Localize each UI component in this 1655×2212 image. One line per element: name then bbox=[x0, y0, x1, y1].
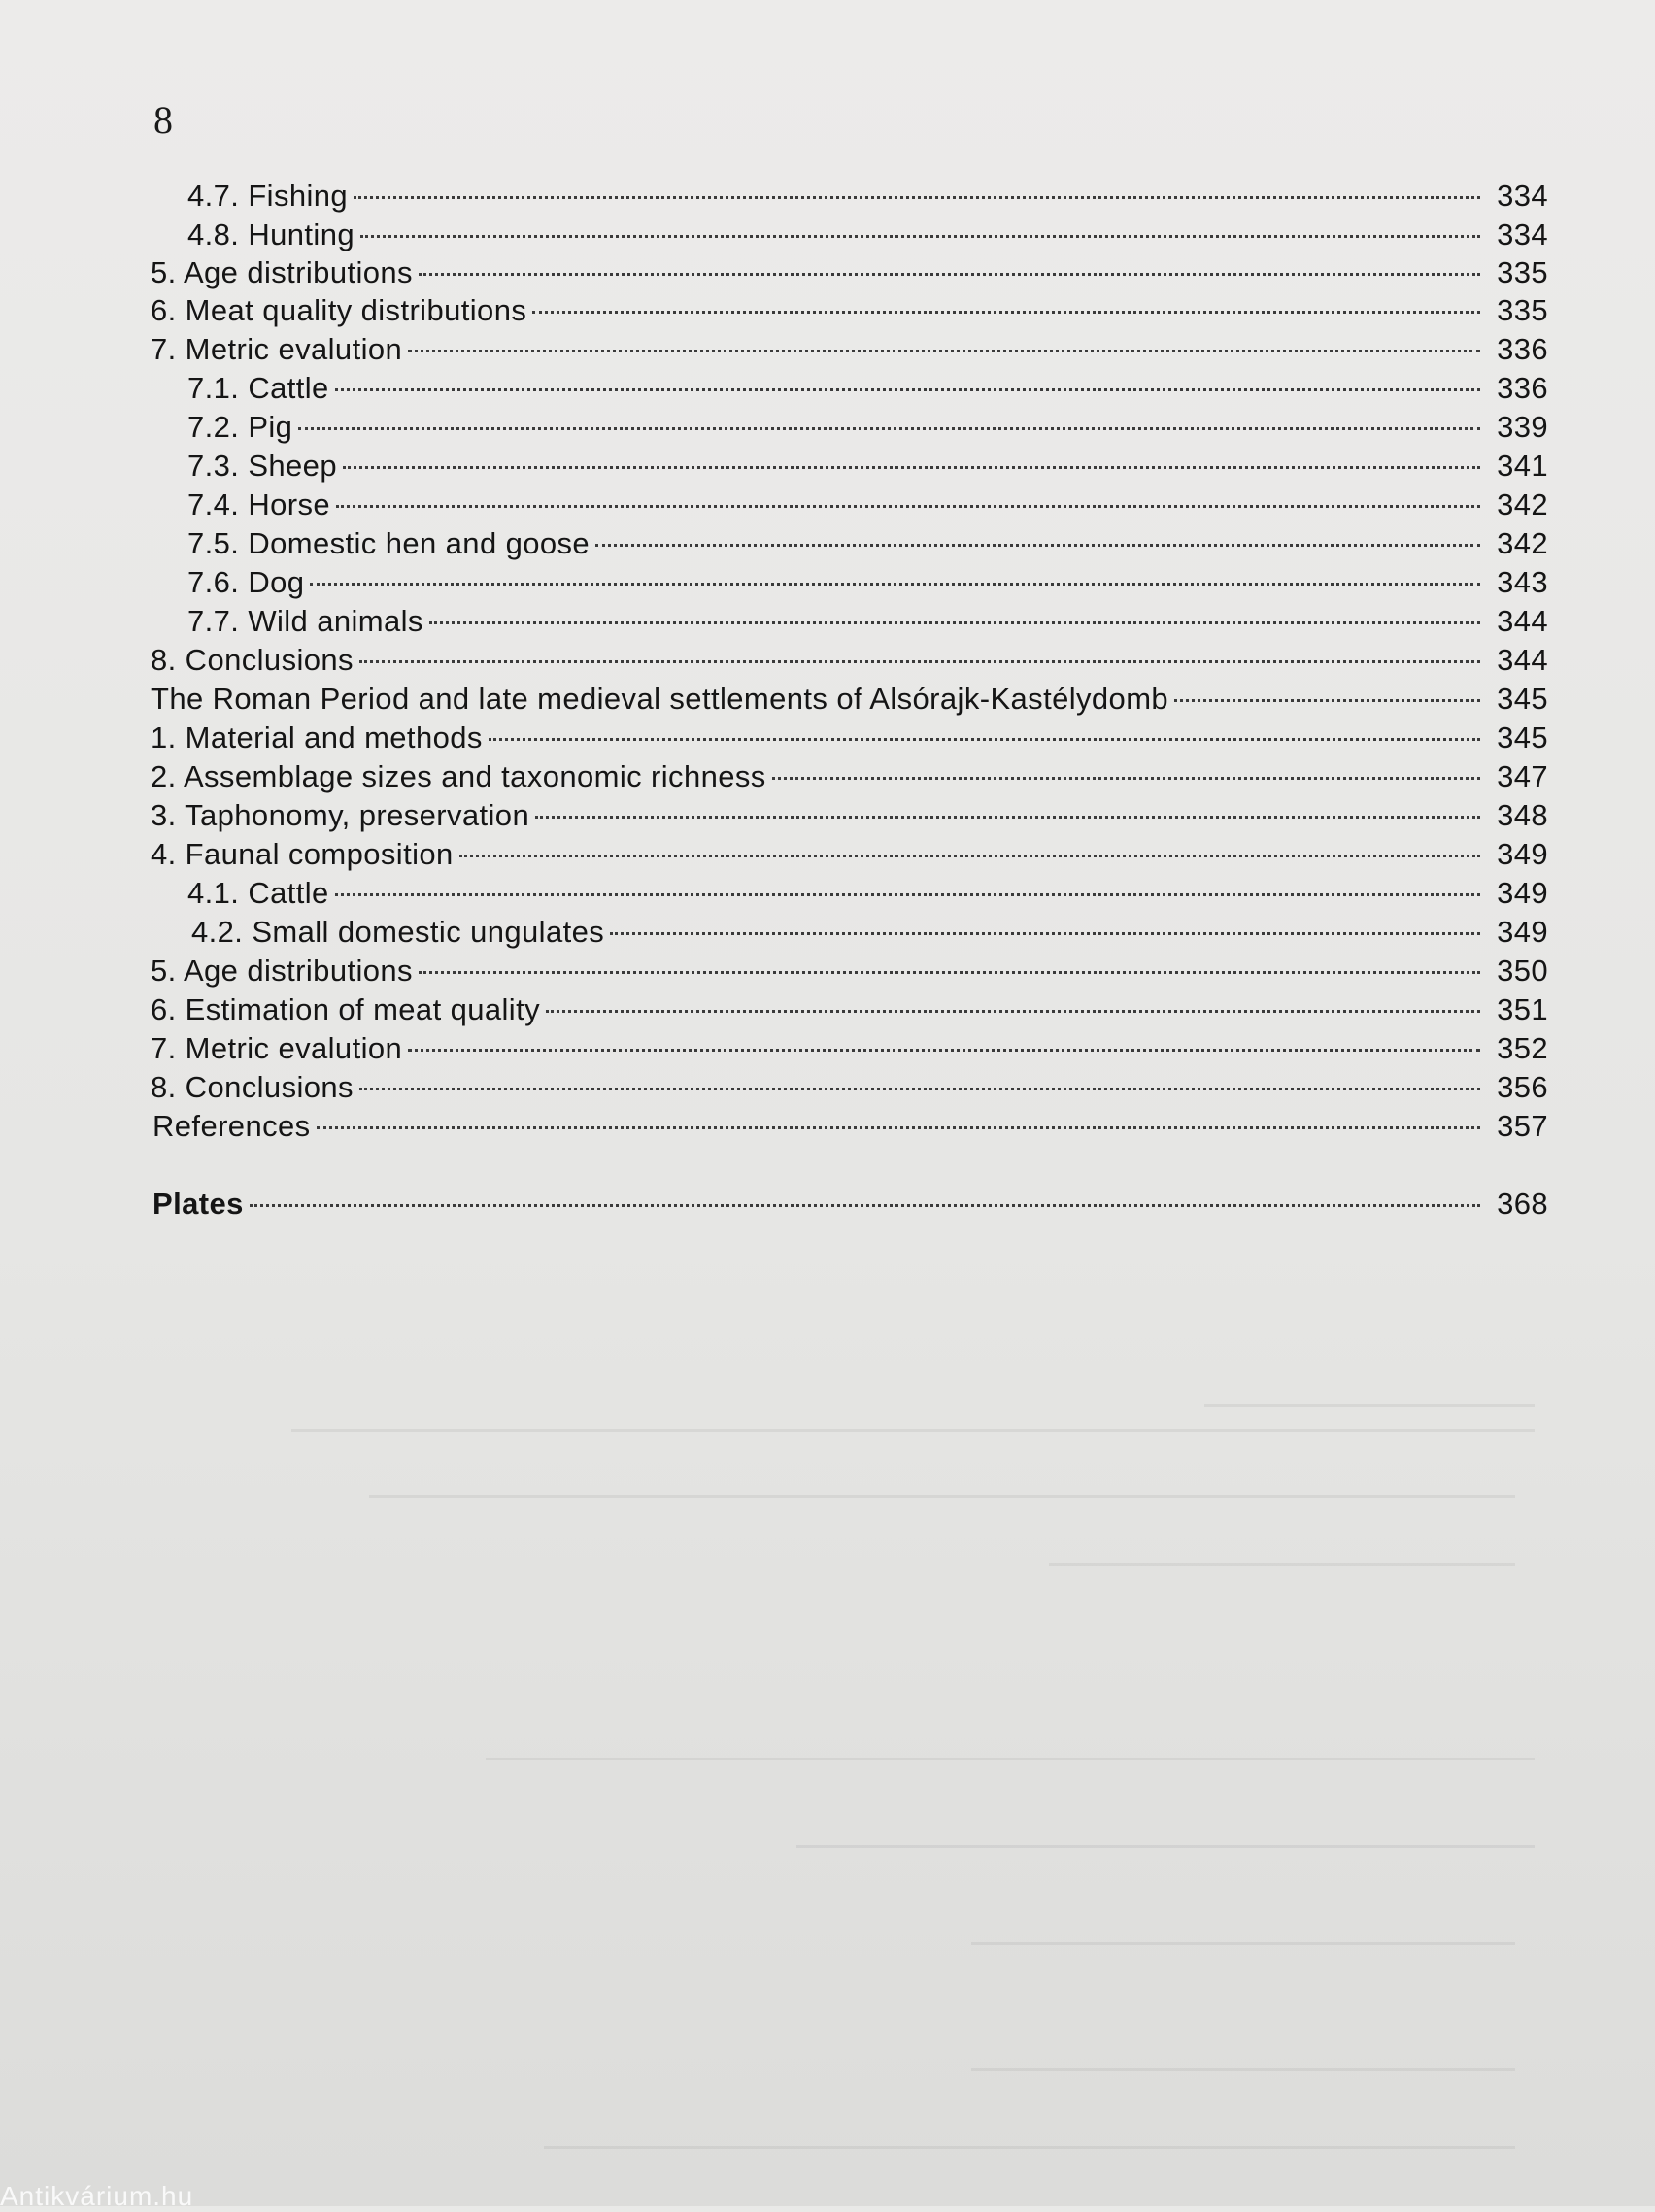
toc-entry bbox=[151, 990, 1548, 1029]
toc-entry-page: 349 bbox=[1497, 837, 1548, 871]
toc-entry-page: 335 bbox=[1497, 293, 1548, 327]
toc-entry bbox=[187, 524, 1548, 563]
toc-entry-title: 7.2. Pig bbox=[187, 410, 293, 444]
watermark-text: Antikvárium.hu bbox=[0, 2181, 194, 2211]
toc-entry bbox=[151, 719, 1548, 757]
toc-entry-page: 351 bbox=[1497, 992, 1548, 1026]
toc-entry-title: 7. Metric evalution bbox=[151, 332, 403, 366]
dot-leader bbox=[360, 235, 1480, 238]
toc-entry bbox=[151, 641, 1548, 680]
toc-entry bbox=[151, 291, 1548, 330]
toc-entry-title: 3. Taphonomy, preservation bbox=[151, 798, 530, 832]
toc-entry-page: 345 bbox=[1497, 721, 1548, 754]
dot-leader bbox=[419, 971, 1480, 974]
toc-entry-title: 4.8. Hunting bbox=[187, 218, 355, 251]
dot-leader bbox=[535, 816, 1480, 819]
dot-leader bbox=[1174, 699, 1480, 702]
dot-leader bbox=[359, 1088, 1480, 1090]
toc-entry bbox=[151, 1029, 1548, 1068]
toc-entry bbox=[187, 447, 1548, 486]
toc-entry-page: 344 bbox=[1497, 604, 1548, 638]
dot-leader bbox=[408, 1049, 1480, 1052]
toc-entry-page: 368 bbox=[1497, 1187, 1548, 1221]
dot-leader bbox=[459, 855, 1480, 857]
toc-entry-page: 335 bbox=[1497, 255, 1548, 289]
dot-leader bbox=[489, 738, 1480, 741]
toc-entry-plates bbox=[152, 1185, 1548, 1223]
toc-entry bbox=[151, 796, 1548, 835]
dot-leader bbox=[335, 388, 1480, 391]
toc-entry-page: 357 bbox=[1497, 1109, 1548, 1143]
toc-entry bbox=[187, 369, 1548, 408]
toc-entry bbox=[187, 486, 1548, 524]
toc-entry-page: 348 bbox=[1497, 798, 1548, 832]
dot-leader bbox=[532, 311, 1480, 314]
toc-entry-title: 1. Material and methods bbox=[151, 721, 483, 754]
toc-entry bbox=[187, 602, 1548, 641]
dot-leader bbox=[336, 505, 1480, 508]
toc-entry-page: 350 bbox=[1497, 954, 1548, 988]
toc-entry-page: 334 bbox=[1497, 218, 1548, 251]
toc-entry-page: 341 bbox=[1497, 449, 1548, 483]
dot-leader bbox=[610, 932, 1480, 935]
toc-entry-title: 8. Conclusions bbox=[151, 643, 354, 677]
toc-entry bbox=[191, 913, 1548, 952]
toc-entry-page: 352 bbox=[1497, 1031, 1548, 1065]
toc-entry bbox=[187, 216, 1548, 254]
toc-entry bbox=[187, 408, 1548, 447]
dot-leader bbox=[310, 583, 1480, 586]
toc-entry-title: 4.7. Fishing bbox=[187, 179, 349, 213]
toc-entry bbox=[187, 874, 1548, 913]
toc-entry-page: 342 bbox=[1497, 487, 1548, 521]
toc-entry-page: 349 bbox=[1497, 915, 1548, 949]
toc-entry-title: 7.7. Wild animals bbox=[187, 604, 423, 638]
toc-entry bbox=[152, 1107, 1548, 1146]
toc-entry-title: 7.3. Sheep bbox=[187, 449, 337, 483]
dot-leader bbox=[317, 1126, 1480, 1129]
dot-leader bbox=[335, 893, 1480, 896]
toc-entry-title: 6. Estimation of meat quality bbox=[151, 992, 541, 1026]
toc-entry-page: 344 bbox=[1497, 643, 1548, 677]
toc-entry bbox=[151, 952, 1548, 990]
toc-entry-title: The Roman Period and late medieval settlements of Alsórajk-Kastélydomb bbox=[151, 682, 1169, 716]
toc-entry-title: 7.6. Dog bbox=[187, 565, 305, 599]
toc-entry-page: 343 bbox=[1497, 565, 1548, 599]
toc-entry-page: 336 bbox=[1497, 332, 1548, 366]
dot-leader bbox=[298, 427, 1480, 430]
toc-entry bbox=[151, 1068, 1548, 1107]
toc-entry-page: 334 bbox=[1497, 179, 1548, 213]
toc-entry-page: 347 bbox=[1497, 759, 1548, 793]
dot-leader bbox=[359, 660, 1480, 663]
toc-entry-title: 7.4. Horse bbox=[187, 487, 331, 521]
page-number: 8 bbox=[153, 98, 173, 142]
dot-leader bbox=[408, 350, 1480, 352]
toc-entry-title: 5. Age distributions bbox=[151, 954, 413, 988]
toc-entry-title: Plates bbox=[152, 1187, 244, 1221]
toc-entry-page: 356 bbox=[1497, 1070, 1548, 1104]
toc-entry bbox=[151, 330, 1548, 369]
toc-entry-title: 4.2. Small domestic ungulates bbox=[191, 915, 605, 949]
toc-entry-page: 336 bbox=[1497, 371, 1548, 405]
dot-leader bbox=[419, 273, 1480, 276]
toc-entry bbox=[187, 563, 1548, 602]
toc-entry-page: 345 bbox=[1497, 682, 1548, 716]
toc-entry-title: 4. Faunal composition bbox=[151, 837, 454, 871]
toc-entry-title: 8. Conclusions bbox=[151, 1070, 354, 1104]
toc-entry-page: 339 bbox=[1497, 410, 1548, 444]
dot-leader bbox=[595, 544, 1480, 547]
toc-entry bbox=[151, 757, 1548, 796]
toc-entry bbox=[151, 835, 1548, 874]
toc-entry-title: 5. Age distributions bbox=[151, 255, 413, 289]
toc-entry-section-title bbox=[151, 680, 1548, 719]
dot-leader bbox=[343, 466, 1480, 469]
dot-leader bbox=[429, 621, 1480, 624]
dot-leader bbox=[772, 777, 1480, 780]
toc-entry-title: 7.5. Domestic hen and goose bbox=[187, 526, 591, 560]
toc-entry-title: 7.1. Cattle bbox=[187, 371, 329, 405]
dot-leader bbox=[354, 196, 1480, 199]
toc-entry-title: References bbox=[152, 1109, 311, 1143]
toc-entry bbox=[151, 253, 1548, 292]
dot-leader bbox=[250, 1204, 1480, 1207]
toc-entry-title: 6. Meat quality distributions bbox=[151, 293, 527, 327]
toc-entry bbox=[187, 177, 1548, 216]
toc-entry-title: 7. Metric evalution bbox=[151, 1031, 403, 1065]
toc-entry-title: 2. Assemblage sizes and taxonomic richness bbox=[151, 759, 766, 793]
toc-entry-page: 342 bbox=[1497, 526, 1548, 560]
toc-entry-title: 4.1. Cattle bbox=[187, 876, 329, 910]
toc-entry-page: 349 bbox=[1497, 876, 1548, 910]
dot-leader bbox=[546, 1010, 1480, 1013]
